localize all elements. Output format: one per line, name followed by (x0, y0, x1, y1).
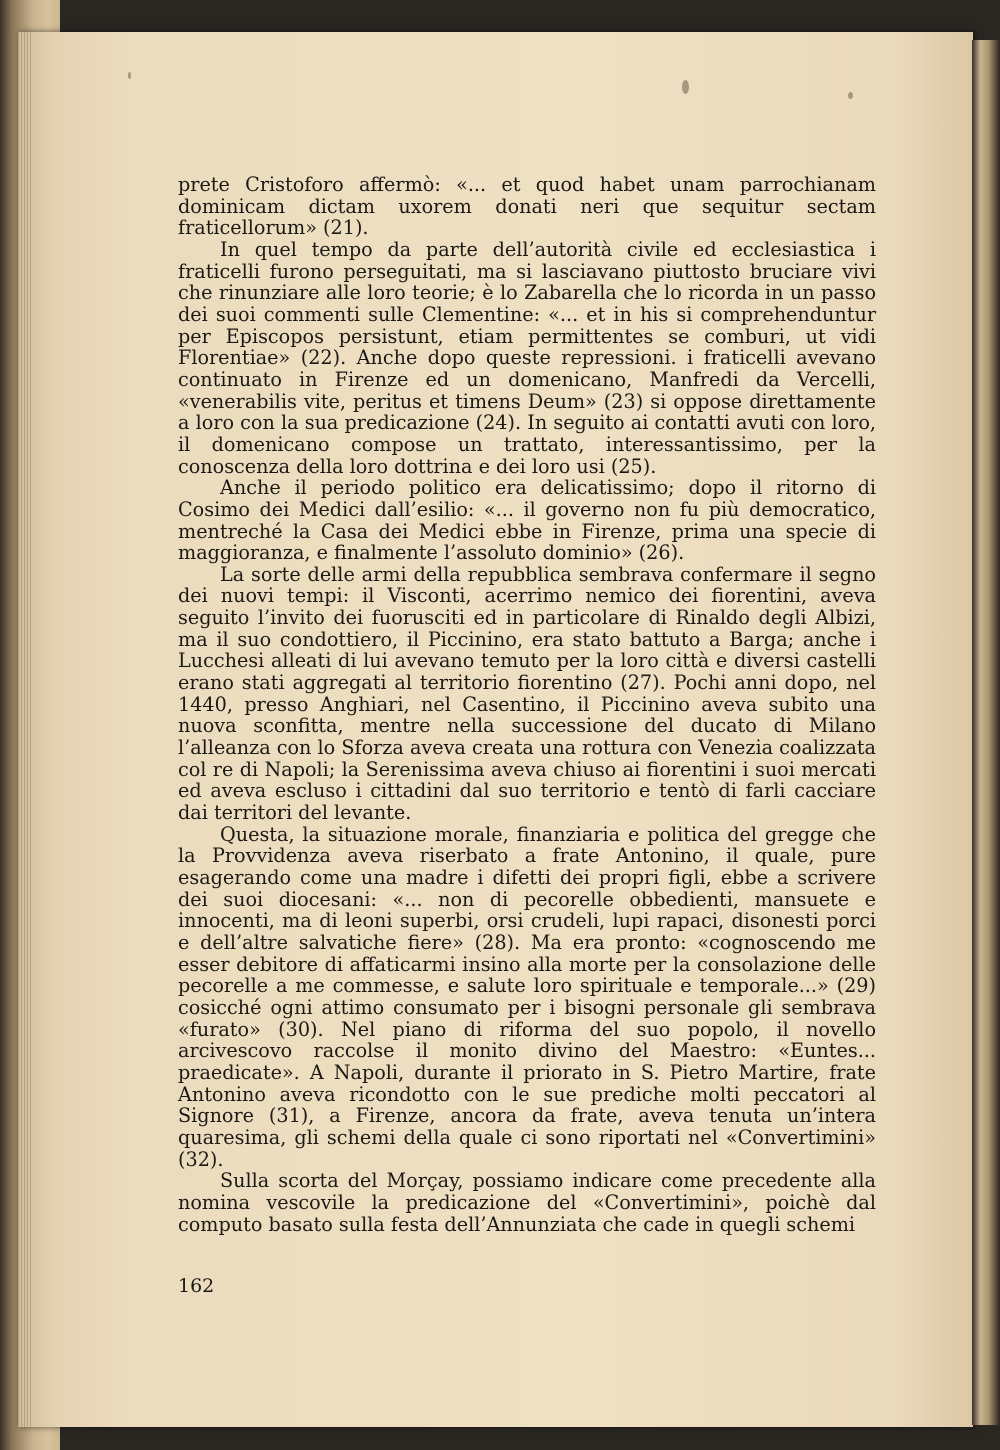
paragraph: In quel tempo da parte dell’autorità civile ed ecclesiastica i fraticelli furono perseguitati, ma si lasciavano piuttosto bruciare vivi che rinunziare alle loro teorie; è lo Zabarella che lo ricorda in un passo dei suoi commenti sulle Clementine: «... et in his si comprehenduntur per Episcopos persistunt, etiam permittentes se comburi, ut vidi Florentiae» (22). Anche dopo queste repressioni. i fraticelli avevano continuato in Firenze ed un domenicano, Manfredi da Vercelli, «venerabilis vite, peritus et timens Deum» (23) si oppose direttamente a loro con la sua predicazione (24). In seguito ai contatti avuti con loro, il domenicano compose un trattato, interessantissimo, per la conoscenza della loro dottrina e dei loro usi (25). (178, 237, 876, 478)
paper-speck (682, 80, 689, 94)
paragraph: Sulla scorta del Morçay, possiamo indicare come precedente alla nomina vescovile la predicazione del «Convertimini», poichè dal computo basato sulla festa dell’Annunziata che cade in quegli schemi (178, 1169, 876, 1236)
paper-speck (128, 72, 131, 79)
paragraph: La sorte delle armi della repubblica sembrava confermare il segno dei nuovi tempi: il Visconti, acerrimo nemico dei fiorentini, aveva seguito l’invito dei fuorusciti ed in particolare di Rinaldo degli Albizi, ma il suo condottiero, il Piccinino, era stato battuto a Barga; anche i Lucchesi alleati di lui avevano temuto per la loro città e diversi castelli erano stati aggregati al territorio fiorentino (27). Pochi anni dopo, nel 1440, presso Anghiari, nel Casentino, il Piccinino aveva subito una nuova sconfitta, mentre nella successione del ducato di Milano l’alleanza con lo Sforza aveva creata una rottura con Venezia coalizzata col re di Napoli; la Serenissima aveva chiuso ai fiorentini i suoi mercati ed aveva escluso i cittadini dal suo territorio e tentò di farli cacciare dai territori del levante. (178, 562, 876, 825)
body-text (178, 174, 876, 1235)
paragraph: Questa, la situazione morale, finanziaria e politica del gregge che la Provvidenza aveva riserbato a frate Antonino, il quale, pure esagerando come una madre i difetti dei propri figli, ebbe a scrivere dei suoi diocesani: «... non di pecorelle obbedienti, mansuete e innocenti, ma di leoni superbi, orsi crudeli, lupi rapaci, disonesti porci e dell’altre salvatiche fiere» (28). Ma era pronto: «cognoscendo me esser debitore di affaticarmi insino alla morte per la consolazione delle pecorelle a me commesse, e salute loro spirituale e temporale...» (29) cosicché ogni attimo consumato per i bisogni personale gli sembrava «furato» (30). Nel piano di riforma del suo popolo, il novello arcivescovo raccolse il monito divino del Maestro: «Euntes... praedicate». A Napoli, durante il priorato in S. Pietro Martire, frate Antonino aveva ricondotto con le sue prediche molti peccatori al Signore (31), a Firenze, ancora da frate, aveva tenuta un’intera quaresima, gli schemi della quale ci sono riportati nel «Convertimini» (32). (178, 822, 876, 1171)
page-number: 162 (178, 1275, 215, 1297)
paper-speck (848, 92, 853, 99)
paragraph: prete Cristoforo affermò: «... et quod habet unam parrochianam dominicam dictam uxorem donati neri que sequitur sectam fraticellorum» (21). (178, 173, 876, 240)
right-page-edge (972, 40, 1000, 1425)
paragraph: Anche il periodo politico era delicatissimo; dopo il ritorno di Cosimo dei Medici dall’esilio: «... il governo non fu più democratico, mentreché la Casa dei Medici ebbe in Firenze, prima una specie di maggioranza, e finalmente l’assoluto dominio» (26). (178, 476, 876, 565)
